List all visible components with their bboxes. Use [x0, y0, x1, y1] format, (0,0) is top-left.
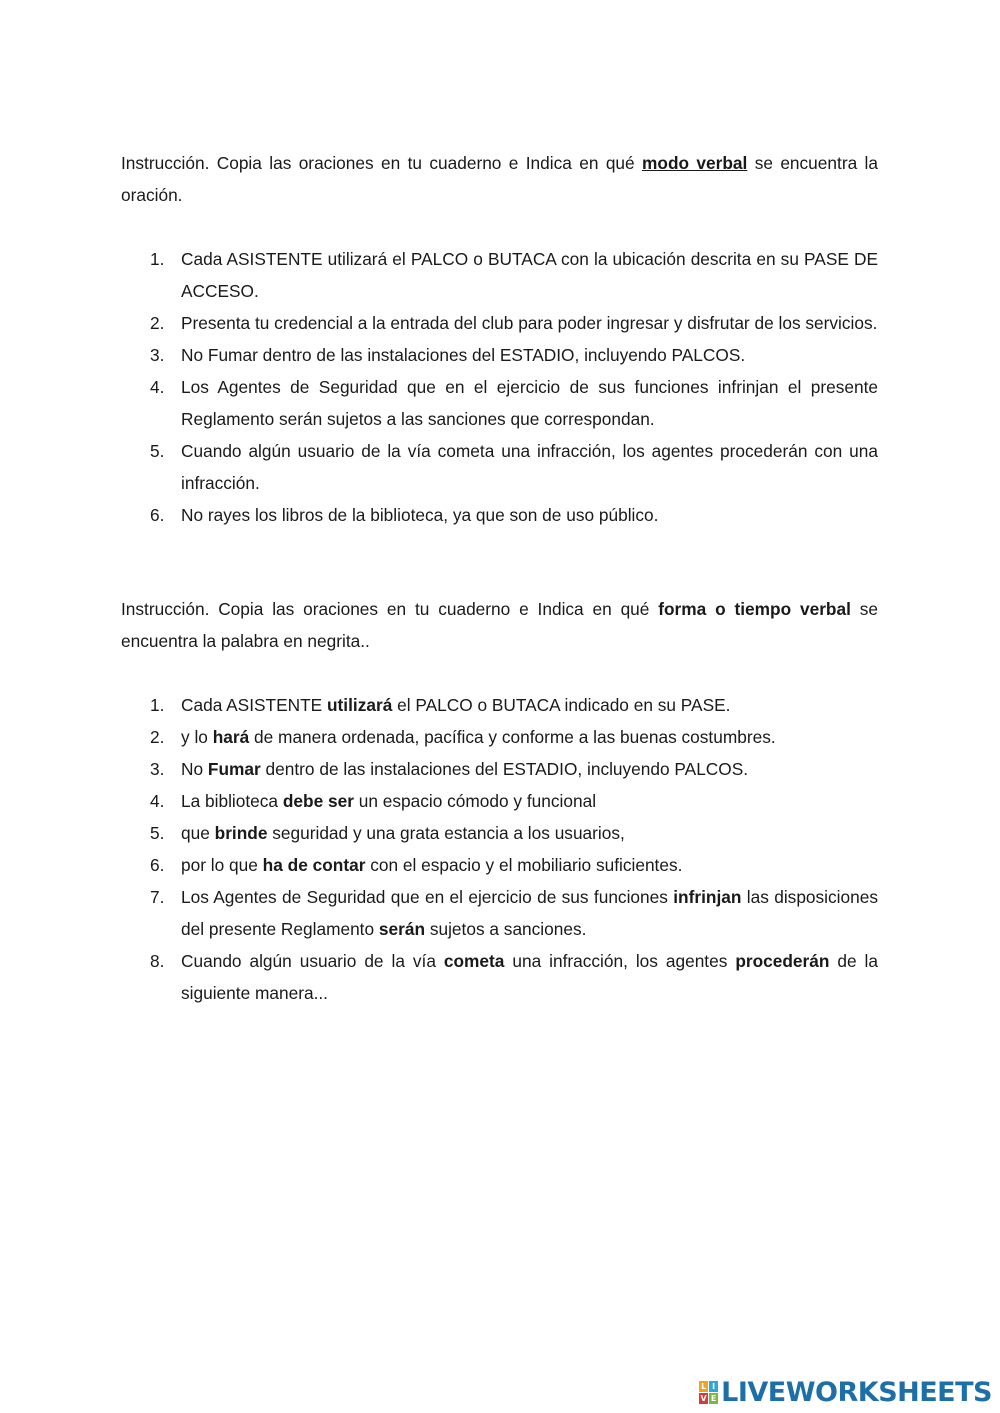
list-item: 3. No Fumar dentro de las instalaciones del ESTADIO, incluyendo PALCOS.: [150, 759, 749, 779]
list-item: 5. Cuando algún usuario de la vía cometa una infracción, los agentes procederán con una infracción.: [150, 441, 878, 493]
liveworksheets-logo-icon: L I V E: [700, 1381, 717, 1403]
bold-verb: serán: [378, 919, 426, 939]
bold-verb: brinde: [214, 823, 268, 843]
bold-verb: Fumar: [207, 759, 261, 779]
sentence-list-2: [121, 689, 878, 1009]
list-item: 8. Cuando algún usuario de la vía cometa una infracción, los agentes procederán de la siguiente manera...: [150, 951, 878, 1003]
instruction-1-text-end: se encuentra la oración.: [121, 153, 878, 205]
list-item: 1. Cada ASISTENTE utilizará el PALCO o BUTACA con la ubicación descrita en su PASE DE ACCESO.: [150, 249, 878, 301]
list-item: 3. No Fumar dentro de las instalaciones del ESTADIO, incluyendo PALCOS.: [150, 345, 746, 365]
liveworksheets-logo: [699, 1377, 992, 1407]
bold-verb: cometa: [443, 951, 505, 971]
list-item: 1. Cada ASISTENTE utilizará el PALCO o BUTACA indicado en su PASE.: [150, 695, 731, 715]
list-item: 6. No rayes los libros de la biblioteca, ya que son de uso público.: [150, 505, 659, 525]
bold-verb: utilizará: [327, 695, 393, 715]
instruction-2-text: Instrucción. Copia las oraciones en tu cuaderno e Indica en qué: [121, 599, 659, 619]
bold-verb: debe ser: [282, 791, 354, 811]
bold-verb: hará: [212, 727, 250, 747]
list-item: 5. que brinde seguridad y una grata estancia a los usuarios,: [150, 823, 625, 843]
instruction-1-text: Instrucción. Copia las oraciones en tu cuaderno e Indica en qué: [121, 153, 643, 173]
logo-text: LIVEWORKSHEETS: [721, 1376, 992, 1408]
list-item: 2. y lo hará de manera ordenada, pacífica y conforme a las buenas costumbres.: [150, 727, 776, 747]
sentence-list-1: [121, 243, 878, 531]
instruction-1-emphasis: modo verbal: [642, 153, 748, 173]
list-item: 2. Presenta tu credencial a la entrada del club para poder ingresar y disfrutar de los servicios.: [150, 313, 878, 333]
instruction-2-text-end: se encuentra la palabra en negrita..: [121, 599, 878, 651]
list-item: 4. Los Agentes de Seguridad que en el ejercicio de sus funciones infrinjan el presente Reglamento serán sujetos a las sanciones que correspondan.: [150, 377, 878, 429]
bold-verb: procederán: [735, 951, 830, 971]
instruction-2-emphasis: forma o tiempo verbal: [658, 599, 851, 619]
list-item: 7. Los Agentes de Seguridad que en el ejercicio de sus funciones infrinjan las disposiciones del presente Reglamento serán sujetos a sanciones.: [150, 887, 878, 939]
list-item: 6. por lo que ha de contar con el espacio y el mobiliario suficientes.: [150, 855, 683, 875]
instruction-2: [121, 593, 878, 657]
bold-verb: infrinjan: [673, 887, 742, 907]
instruction-1: [121, 147, 878, 211]
bold-verb: ha de contar: [262, 855, 366, 875]
list-item: 4. La biblioteca debe ser un espacio cómodo y funcional: [150, 791, 597, 811]
